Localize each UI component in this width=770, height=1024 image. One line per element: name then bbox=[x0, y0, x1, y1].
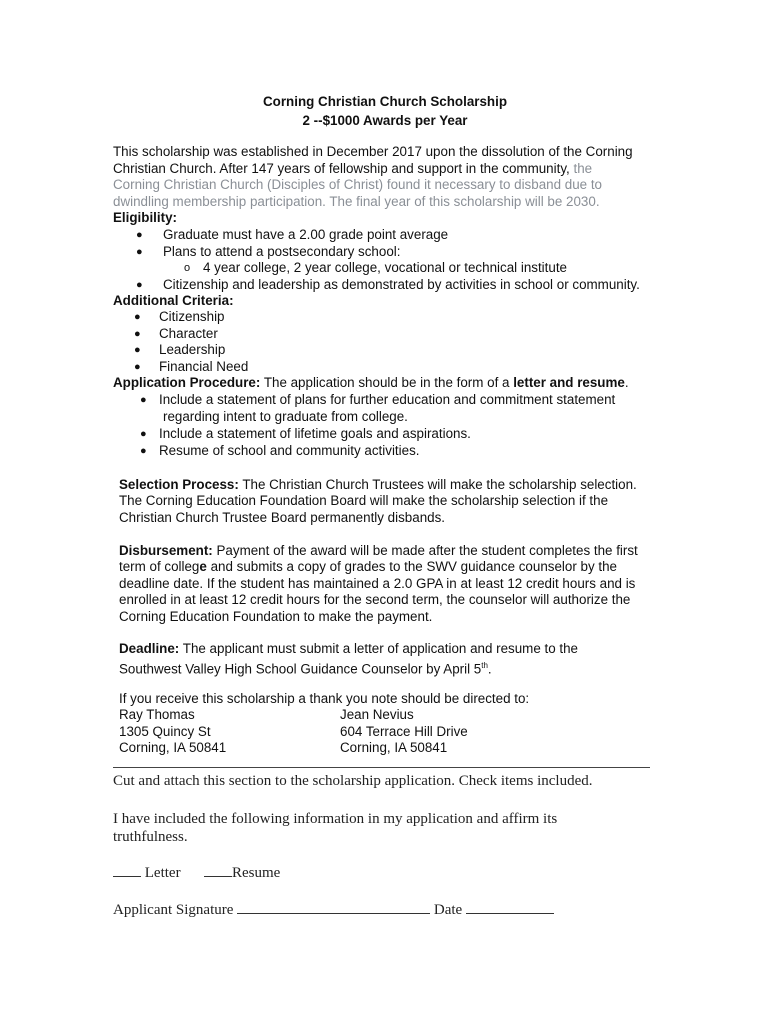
intro-line-1: This scholarship was established in December 2017 upon the dissolution of the Corning bbox=[113, 144, 633, 159]
eligibility-item: Citizenship and leadership as demonstrated by activities in school or community. bbox=[163, 277, 640, 292]
deadline-line-1: Deadline: The applicant must submit a letter of application and resume to the bbox=[119, 641, 579, 656]
eligibility-item: Graduate must have a 2.00 grade point average bbox=[163, 227, 449, 242]
contact-1-city: Corning, IA 50841 bbox=[119, 740, 227, 755]
selection-line-3: Christian Church Trustee Board permanently disbands. bbox=[119, 510, 446, 525]
title-line-1: Corning Christian Church Scholarship bbox=[262, 94, 508, 109]
affirm-line-2: truthfulness. bbox=[113, 829, 188, 845]
intro-line-2: Christian Church. After 147 years of fellowship and support in the community, the bbox=[113, 161, 593, 176]
eligibility-item: Plans to attend a postsecondary school: bbox=[163, 244, 401, 259]
application-item: Include a statement of plans for further education and commitment statement bbox=[159, 392, 616, 407]
thanks-intro: If you receive this scholarship a thank you note should be directed to: bbox=[119, 691, 530, 706]
bullet-icon: ● bbox=[134, 361, 141, 373]
disbursement-line-2: term of college and submits a copy of grades to the SWV guidance counselor by the bbox=[119, 559, 617, 574]
contact-2-street: 604 Terrace Hill Drive bbox=[340, 724, 468, 739]
additional-heading: Additional Criteria: bbox=[113, 293, 234, 308]
title-line-2: 2 --$1000 Awards per Year bbox=[302, 113, 468, 128]
bullet-icon: ● bbox=[136, 279, 143, 291]
criteria-item: Citizenship bbox=[159, 309, 225, 324]
date-field[interactable] bbox=[466, 901, 554, 914]
criteria-item: Financial Need bbox=[159, 359, 249, 374]
bullet-icon: ● bbox=[140, 428, 147, 440]
affirm-line-1: I have included the following information in my application and affirm its bbox=[113, 811, 558, 827]
criteria-item: Character bbox=[159, 326, 218, 341]
disbursement-line-5: Corning Education Foundation to make the payment. bbox=[119, 609, 433, 624]
bullet-icon: ● bbox=[140, 445, 147, 457]
contact-1-name: Ray Thomas bbox=[119, 707, 195, 722]
letter-check-blank[interactable] bbox=[113, 864, 141, 877]
check-letter[interactable]: Letter bbox=[113, 864, 181, 882]
bullet-icon: ● bbox=[134, 344, 141, 356]
deadline-line-2: Southwest Valley High School Guidance Counselor by April 5th. bbox=[119, 661, 492, 677]
criteria-item: Leadership bbox=[159, 342, 226, 357]
selection-line-2: The Corning Education Foundation Board will make the scholarship selection if the bbox=[119, 493, 609, 508]
signature-row: Applicant Signature Date bbox=[113, 901, 554, 919]
disbursement-line-4: enrolled in at least 12 credit hours for the second term, the counselor will authorize the bbox=[119, 592, 631, 607]
application-item: Include a statement of lifetime goals and aspirations. bbox=[159, 426, 471, 441]
bullet-icon: ● bbox=[140, 394, 147, 406]
cut-line bbox=[113, 767, 650, 768]
contact-2-city: Corning, IA 50841 bbox=[340, 740, 448, 755]
bullet-icon: ● bbox=[134, 328, 141, 340]
eligibility-heading: Eligibility: bbox=[113, 210, 177, 225]
cut-instruction: Cut and attach this section to the scholarship application. Check items included. bbox=[113, 773, 593, 789]
contact-1-street: 1305 Quincy St bbox=[119, 724, 211, 739]
application-procedure: Application Procedure: The application should be in the form of a letter and resume. bbox=[113, 375, 629, 390]
contact-2-name: Jean Nevius bbox=[340, 707, 414, 722]
application-item-cont: regarding intent to graduate from college. bbox=[163, 409, 408, 424]
signature-field[interactable] bbox=[237, 901, 430, 914]
application-item: Resume of school and community activities. bbox=[159, 443, 420, 458]
sub-bullet-icon: o bbox=[184, 262, 191, 274]
disbursement-line-1: Disbursement: Payment of the award will be made after the student completes the first bbox=[119, 543, 638, 558]
check-resume[interactable]: Resume bbox=[204, 864, 280, 882]
resume-check-blank[interactable] bbox=[204, 864, 232, 877]
intro-line-4: dwindling membership participation. The final year of this scholarship will be 2030. bbox=[113, 194, 600, 209]
bullet-icon: ● bbox=[136, 246, 143, 258]
bullet-icon: ● bbox=[136, 229, 143, 241]
disbursement-line-3: deadline date. If the student has maintained a 2.0 GPA in at least 12 credit hours and is bbox=[119, 576, 636, 591]
selection-line-1: Selection Process: The Christian Church Trustees will make the scholarship selection. bbox=[119, 477, 637, 492]
eligibility-subitem: 4 year college, 2 year college, vocational or technical institute bbox=[203, 260, 567, 275]
bullet-icon: ● bbox=[134, 311, 141, 323]
intro-line-3: Corning Christian Church (Disciples of Christ) found it necessary to disband due to bbox=[113, 177, 602, 192]
